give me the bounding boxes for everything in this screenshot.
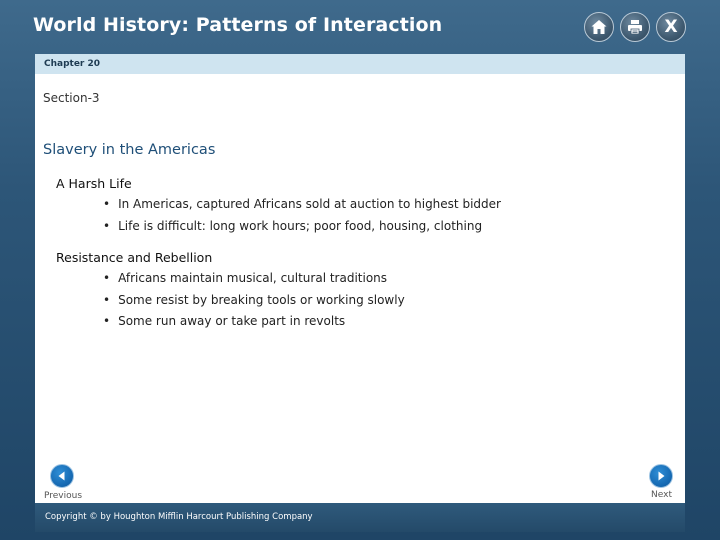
home-button[interactable] bbox=[584, 12, 614, 42]
bullet-item: • Life is difficult: long work hours; poor food, housing, clothing bbox=[103, 216, 501, 238]
topic-bullet-list bbox=[103, 194, 501, 237]
home-icon bbox=[590, 18, 608, 36]
slide-title: Slavery in the Americas bbox=[43, 142, 216, 158]
top-toolbar bbox=[584, 12, 686, 42]
arrow-left-icon bbox=[56, 470, 68, 482]
topic-bullet-list bbox=[103, 268, 405, 333]
copyright-text: Copyright © by Houghton Mifflin Harcourt Publishing Company bbox=[45, 512, 313, 522]
close-button[interactable] bbox=[656, 12, 686, 42]
next-label[interactable]: Next bbox=[651, 490, 672, 500]
slide-panel bbox=[35, 54, 685, 532]
next-button[interactable] bbox=[649, 464, 673, 488]
bullet-item: • Some run away or take part in revolts bbox=[103, 311, 405, 333]
print-button[interactable] bbox=[620, 12, 650, 42]
bullet-item: • In Americas, captured Africans sold at auction to highest bidder bbox=[103, 194, 501, 216]
chapter-bar bbox=[35, 54, 685, 74]
bullet-item: • Africans maintain musical, cultural traditions bbox=[103, 268, 405, 290]
chapter-label: Chapter 20 bbox=[44, 59, 101, 69]
section-label: Section-3 bbox=[43, 91, 100, 105]
previous-button[interactable] bbox=[50, 464, 74, 488]
arrow-right-icon bbox=[655, 470, 667, 482]
print-icon bbox=[626, 18, 644, 36]
footer-bar bbox=[35, 503, 685, 532]
app-title: World History: Patterns of Interaction bbox=[33, 14, 443, 36]
close-icon: X bbox=[664, 16, 678, 37]
topic-heading: Resistance and Rebellion bbox=[56, 250, 213, 265]
bullet-item: • Some resist by breaking tools or working slowly bbox=[103, 290, 405, 312]
topic-heading: A Harsh Life bbox=[56, 176, 132, 191]
previous-label[interactable]: Previous bbox=[44, 491, 83, 501]
